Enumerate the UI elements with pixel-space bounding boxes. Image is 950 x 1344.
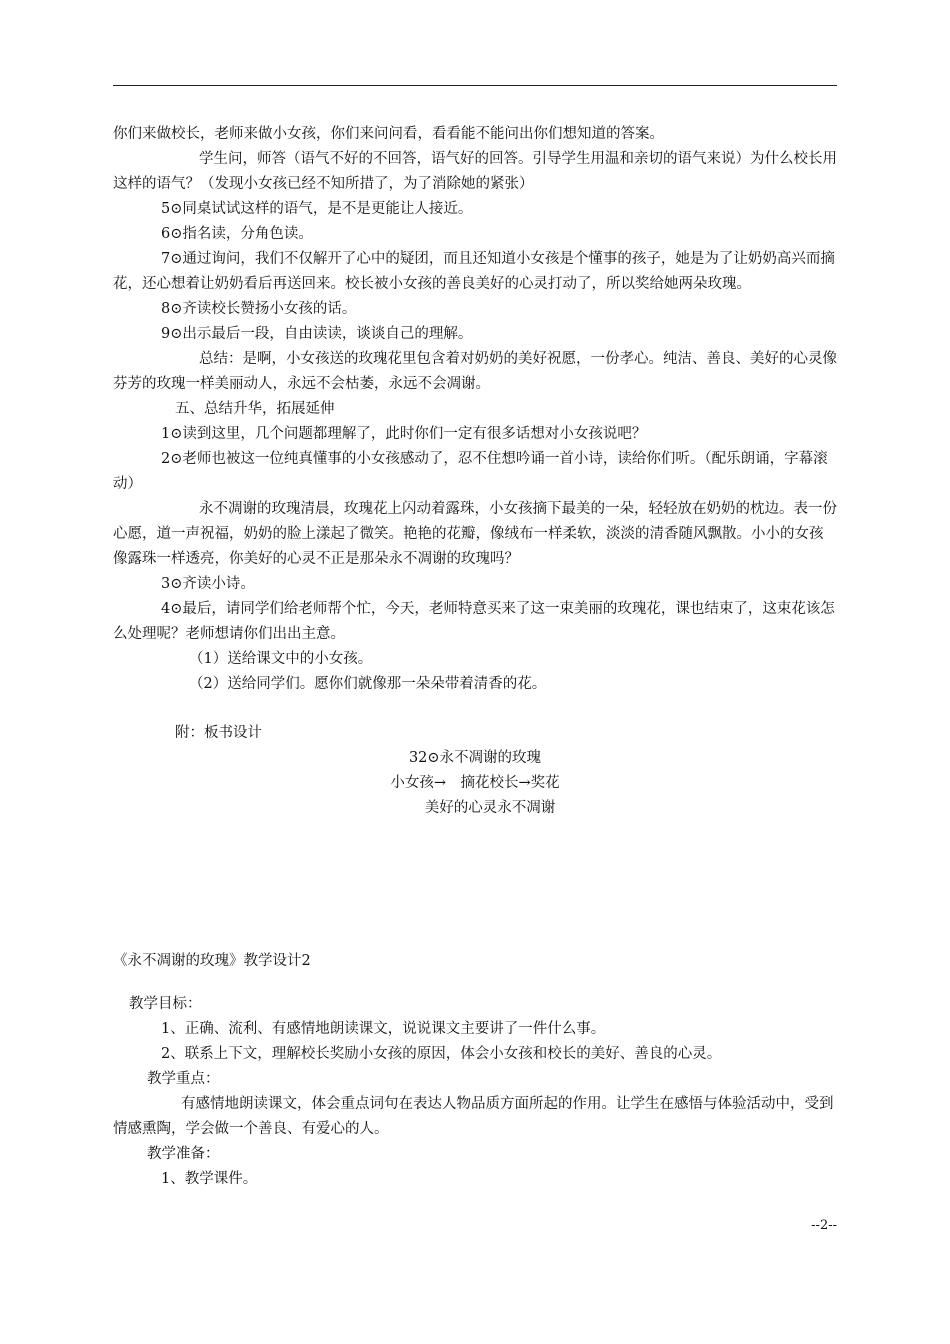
prep-heading: 教学准备： (147, 1146, 220, 1162)
prep-item: 1、教学课件。 (161, 1171, 258, 1187)
paragraph: 2⊙老师也被这一位纯真懂事的小女孩感动了，忍不住想吟诵一首小诗，读给你们听。（配乐朗诵，字幕滚动） (113, 451, 828, 492)
paragraph: 9⊙出示最后一段，自由读读，谈谈自己的理解。 (161, 326, 473, 342)
paragraph: 5⊙同桌试试这样的语气，是不是更能让人接近。 (161, 201, 473, 217)
paragraph: 8⊙齐读校长赞扬小女孩的话。 (161, 301, 357, 317)
paragraph: 3⊙齐读小诗。 (161, 576, 255, 592)
header-rule (113, 85, 837, 86)
paragraph: 学生问，师答（语气不好的不回答，语气好的回答。引导学生用温和亲切的语气来说）为什么校长用这样的语气？（发现小女孩已经不知所措了，为了消除她的紧张） (113, 151, 837, 192)
paragraph: 4⊙最后，请同学们给老师帮个忙，今天，老师特意买来了这一束美丽的玫瑰花，课也结束了，这束花该怎么处理呢？老师想请你们出出主意。 (113, 601, 835, 642)
paragraph: 1⊙读到这里，几个问题都理解了，此时你们一定有很多话想对小女孩说吧？ (161, 426, 647, 442)
key-heading: 教学重点： (147, 1071, 220, 1087)
list-item: （1）送给课文中的小女孩。 (189, 651, 373, 667)
goal-heading: 教学目标： (129, 996, 202, 1012)
board-line: 美好的心灵永不凋谢 (424, 800, 556, 816)
list-item: （2）送给同学们。愿你们就像那一朵朵带着清香的花。 (189, 676, 547, 692)
design-title: 《永不凋谢的玫瑰》教学设计2 (113, 953, 311, 969)
paragraph: 总结：是啊，小女孩送的玫瑰花里包含着对奶奶的美好祝愿，一份孝心。纯洁、善良、美好的心灵像芬芳的玫瑰一样美丽动人，永远不会枯萎，永远不会凋谢。 (113, 351, 837, 392)
section-heading: 五、总结升华，拓展延伸 (175, 401, 335, 417)
paragraph: 6⊙指名读，分角色读。 (161, 226, 313, 242)
key-text: 有感情地朗读课文，体会重点词句在表达人物品质方面所起的作用。让学生在感悟与体验活动中，受到情感熏陶，学会做一个善良、有爱心的人。 (113, 1096, 834, 1137)
poem-paragraph: 永不凋谢的玫瑰清晨，玫瑰花上闪动着露珠，小女孩摘下最美的一朵，轻轻放在奶奶的枕边。表一份心愿，道一声祝福，奶奶的脸上漾起了微笑。艳艳的花瓣，像绒布一样柔软，淡淡的清香随风飘散。小小的女孩像露珠一样透亮，你美好的心灵不正是那朵永不凋谢的玫瑰吗？ (113, 501, 837, 567)
goal-item: 1、正确、流利、有感情地朗读课文，说说课文主要讲了一件什么事。 (161, 1021, 606, 1037)
board-heading: 附：板书设计 (175, 725, 262, 741)
page-number: --2-- (811, 1218, 837, 1233)
paragraph: 7⊙通过询问，我们不仅解开了心中的疑团，而且还知道小女孩是个懂事的孩子，她是为了让奶奶高兴而摘花，还心想着让奶奶看后再送回来。校长被小女孩的善良美好的心灵打动了，所以奖给她两朵玫瑰。 (113, 251, 835, 292)
document-body (113, 122, 837, 1192)
paragraph: 你们来做校长，老师来做小女孩，你们来问问看，看看能不能问出你们想知道的答案。 (113, 126, 664, 142)
goal-item: 2、联系上下文，理解校长奖励小女孩的原因，体会小女孩和校长的美好、善良的心灵。 (161, 1046, 722, 1062)
board-line: 小女孩→ 摘花校长→奖花 (390, 775, 560, 791)
board-title: 32⊙永不凋谢的玫瑰 (408, 750, 542, 766)
